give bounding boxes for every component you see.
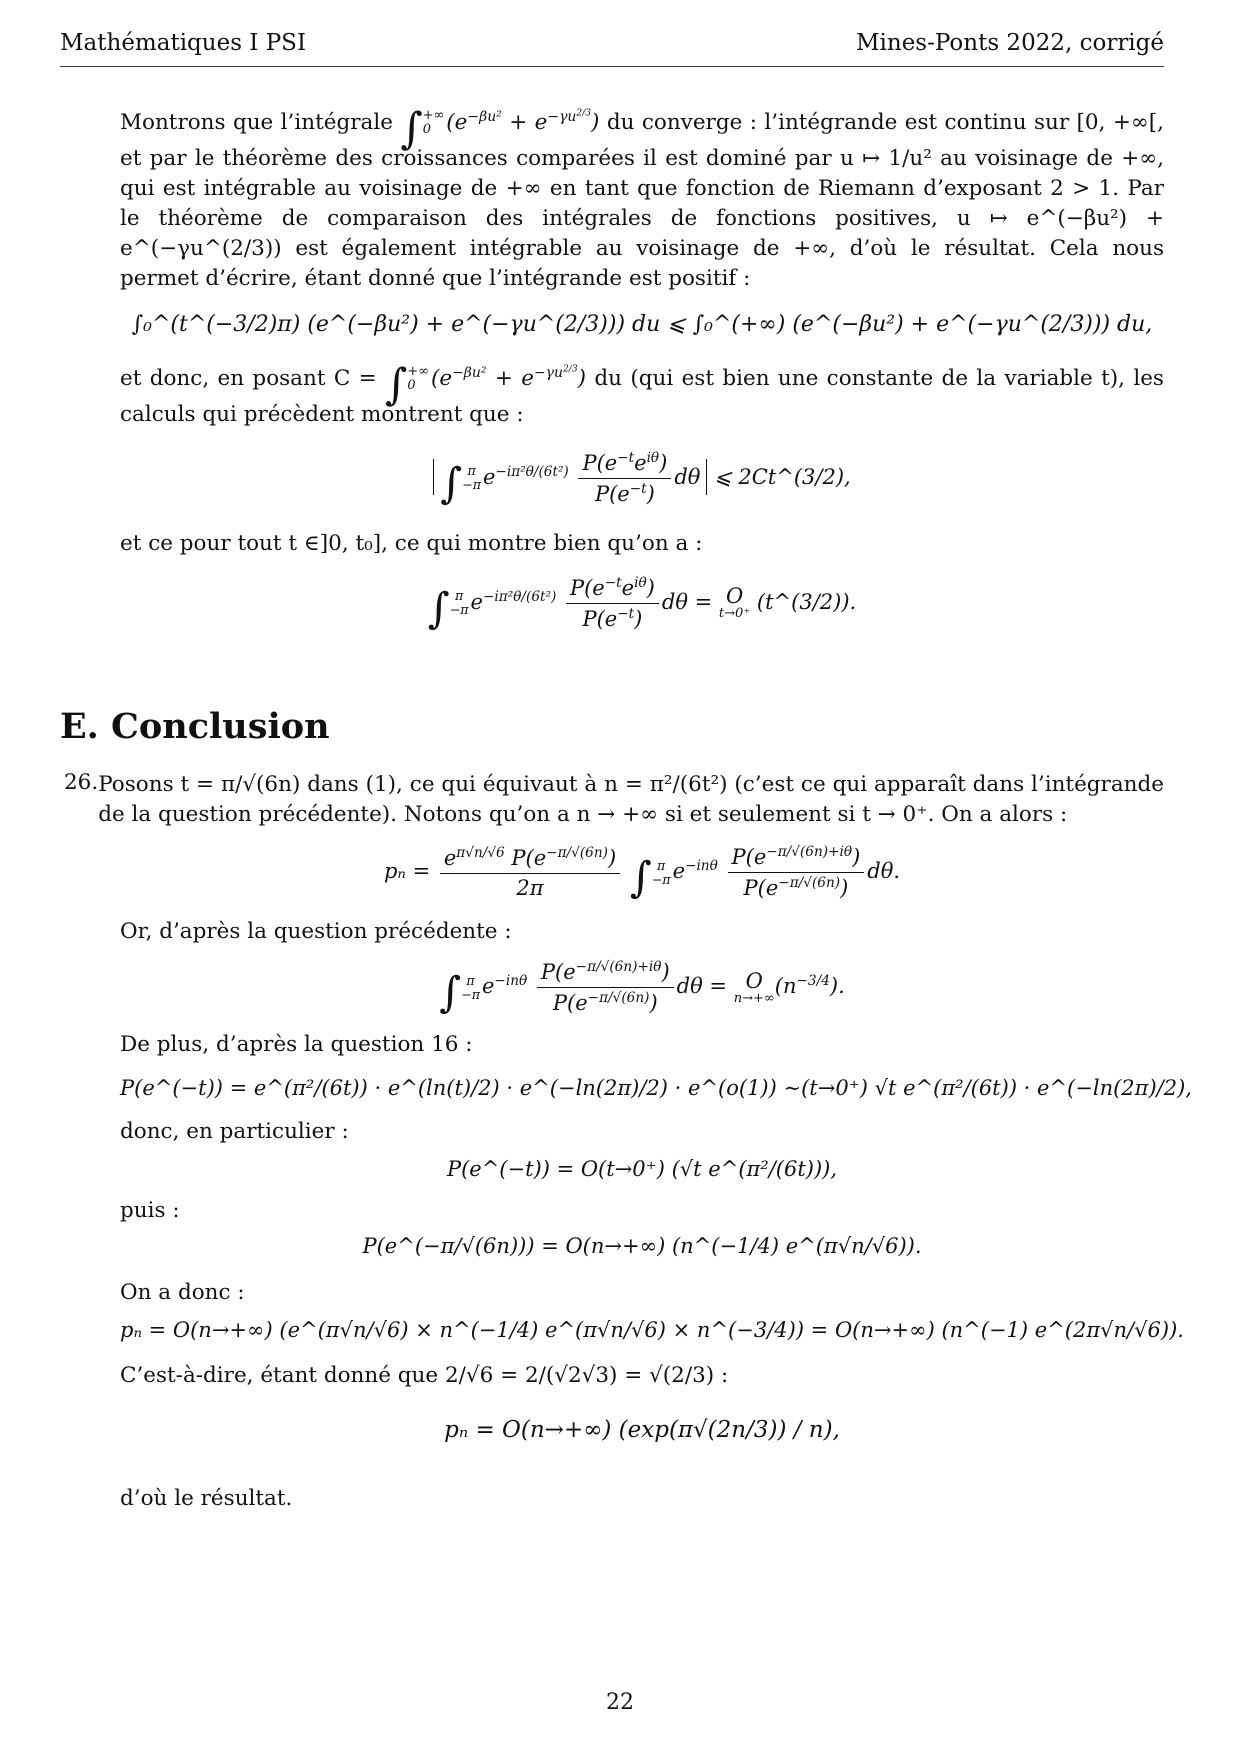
section-title: E. Conclusion [60,706,330,747]
page-number: 22 [606,1690,634,1715]
text-end: d’où le résultat. [120,1486,293,1512]
equation-pn: pₙ = $\frac{e^{\pi√n/√6} P(e^{-\pi/√(6n)})}{2\pi}$ ∫ π −π $e^{-in\theta}$ $\frac{P(e^{-\pi/√(6n)+i\theta})}{P(e^{-\pi/√(6n)})}$ dθ. [383,844,901,902]
equation-integral-o: ∫ π −π $e^{-in\theta}$ $\frac{P(e^{-\pi/√(6n)+i\theta})}{P(e^{-\pi/√(6n)})}$ dθ = O n→+∞ $(n^{-3/4})$. [439,959,845,1017]
question-26 [64,770,1164,830]
equation-big-o-25: ∫ π −π $e^{-i\pi^2\theta/(6t^2)}$ $\frac{P(e^{-t}e^{i\theta})}{P(e^{-t})}$ dθ = O t→0⁺ (t^(3/2)). [427,574,857,633]
page-body [120,98,1164,634]
header-right: Mines-Ponts 2022, corrigé [855,30,1164,56]
page-header [60,30,1164,67]
text-or: Or, d’après la question précédente : [120,919,512,945]
equation-pn-bound: pₙ = O(n→+∞) (e^(π√n/√6) × n^(−1/4) e^(π√n/√6) × n^(−3/4)) = O(n→+∞) (n^(−1) e^(2π√n/√6)). [120,1317,1184,1342]
equation-integral-bound: ∫₀^(t^(−3/2)π) (e^(−βu²) + e^(−γu^(2/3))) du ⩽ ∫₀^(+∞) (e^(−βu²) + e^(−γu^(2/3))) du, [131,311,1153,337]
paragraph-conclusion-25: et ce pour tout t ∈]0, t₀], ce qui montre bien qu’on a : [120,530,703,556]
text-puis: puis : [120,1198,180,1224]
equation-p-n: P(e^(−π/√(6n))) = O(n→+∞) (n^(−1/4) e^(π√n/√6)). [362,1234,922,1259]
equation-final: pₙ = O(n→+∞) (exp(π√(2n/3)) / n), [444,1416,840,1443]
text-on-a-donc: On a donc : [120,1279,245,1305]
question-26-text: Posons t = π/√(6n) dans (1), ce qui équivaut à n = π²/(6t²) (c’est ce qui apparaît dans l’intégrande de la question précédente). Notons qu’on a n → +∞ si et seulement si t → 0⁺. On a alors : [98,772,1164,827]
question-number: 26. [64,770,99,795]
text-donc: donc, en particulier : [120,1119,349,1145]
paragraph-constant-c: et donc, en posant C = ∫ +∞ 0 $(e^{-\beta u^2} + e^{-\gamma u^{2/3}})$ du (qui est bien une constante de la variable t), les calculs qui précèdent montrent que : [120,359,1164,427]
equation-p-t: P(e^(−t)) = O(t→0⁺) (√t e^(π²/(6t))), [446,1157,838,1182]
text-de-plus: De plus, d’après la question 16 : [120,1032,473,1058]
header-left: Mathématiques I PSI [60,30,307,56]
integral-c: ∫ +∞ 0 $(e^{-\beta u^2} + e^{-\gamma u^{2/3}})$ [385,359,587,410]
equation-q16: P(e^(−t)) = e^(π²/(6t)) · e^(ln(t)/2) · e^(−ln(2π)/2) · e^(o(1)) ∼(t→0⁺) √t e^(π²/(6t)) · e^(−ln(2π)/2), [120,1076,1192,1101]
integral-inline: ∫ +∞ 0 $(e^{-\beta u^2} + e^{-\gamma u^{2/3}})$ [400,103,600,154]
paragraph-convergence: Montrons que l’intégrale ∫ +∞ 0 $(e^{-\beta u^2} + e^{-\gamma u^{2/3}})$ du converge : l’intégrande est continu sur [0, +∞[, et par le théorème des croissances comparées il est dominé par u ↦ 1/u² au voisinage de +∞, qui est intégrable au voisinage de +∞ en tant que fonction de Riemann d’exposant 2 > 1. Par le théorème de comparaison des intégrales de fonctions positives, u ↦ e^(−βu²) + e^(−γu^(2/3)) est également intégrable au voisinage de +∞, d’où le résultat. Cela nous permet d’écrire, étant donné que l’intégrande est positif : [120,103,1164,291]
text-cest-a-dire: C’est-à-dire, étant donné que 2/√6 = 2/(√2√3) = √(2/3) : [120,1362,729,1388]
equation-abs-bound: ∫ π −π $e^{-i\pi^2\theta/(6t^2)}$ $\frac{P(e^{-t}e^{i\theta})}{P(e^{-t})}$ dθ ⩽ 2Ct^(3/2), [120,450,1164,509]
section-e-body [64,770,1192,1514]
